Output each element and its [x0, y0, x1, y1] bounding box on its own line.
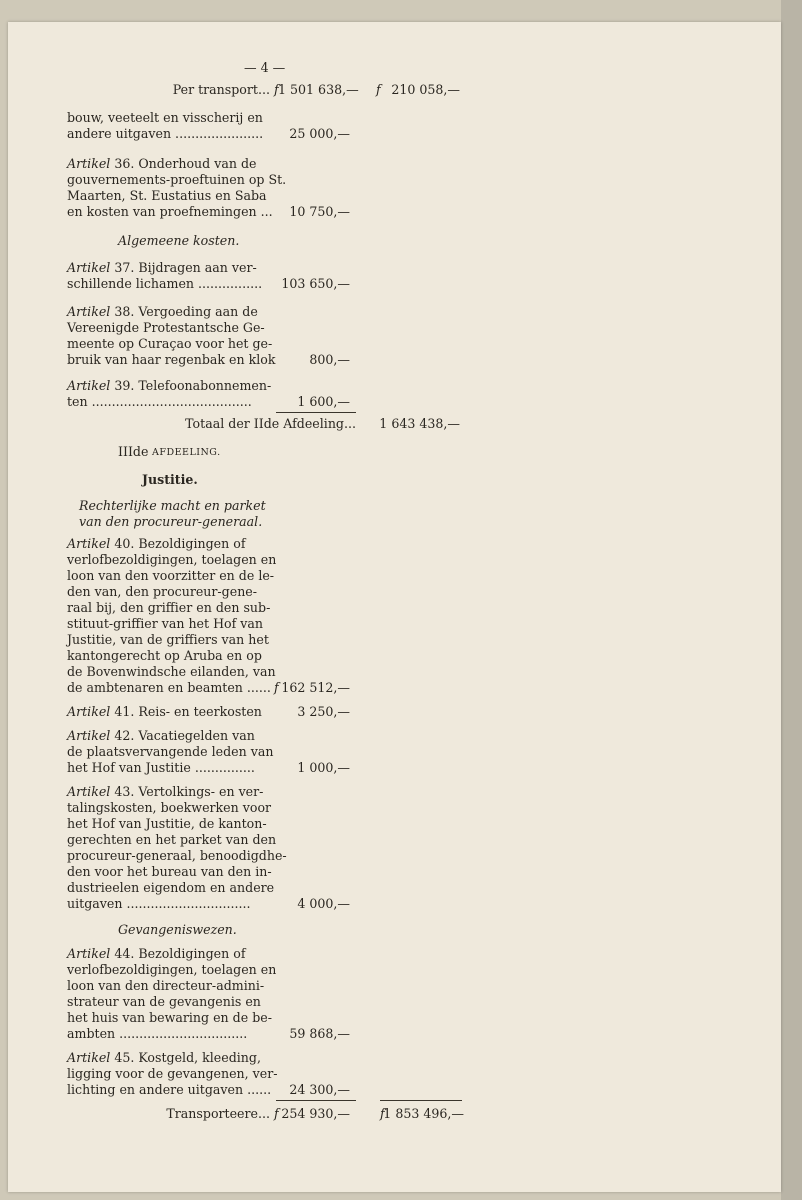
- item-line: Artikel 40. Bezoldigingen of: [67, 536, 246, 551]
- item-line: stituut-griffier van het Hof van: [67, 616, 264, 631]
- item-line: gerechten en het parket van den: [67, 832, 277, 847]
- item-line: verlofbezoldigingen, toelagen en: [67, 552, 277, 567]
- section-number: IIIde: [118, 444, 149, 459]
- transport-label: Per transport...: [172, 82, 270, 97]
- item-line: het Hof van Justitie ...............: [67, 760, 255, 775]
- page-number: — 4 —: [244, 60, 286, 75]
- item-amount: 800,—: [309, 352, 350, 367]
- item-line: Artikel 39. Telefoonabonnemen-: [67, 378, 272, 393]
- total-amount: 1 643 438,—: [379, 416, 460, 431]
- item-line: Justitie, van de griffiers van het: [67, 632, 269, 647]
- item-line: ligging voor de gevangenen, ver-: [67, 1066, 278, 1081]
- item-amount: 103 650,—: [281, 276, 350, 291]
- item-line: en kosten van proefnemingen ...: [67, 204, 273, 219]
- transport-end-currency-1: f: [274, 1106, 279, 1121]
- section-subtitle: Justitie.: [142, 472, 198, 487]
- sum-rule: [380, 1100, 462, 1101]
- subheading-gevangeniswezen: Gevangeniswezen.: [118, 922, 237, 937]
- subheading-algemeene-kosten: Algemeene kosten.: [118, 233, 240, 248]
- item-line: Vereenigde Protestantsche Ge-: [67, 320, 265, 335]
- item-line: ten ........................................: [67, 394, 252, 409]
- item-line: Artikel 42. Vacatiegelden van: [67, 728, 255, 743]
- document-page: [8, 22, 781, 1192]
- item-amount: 24 300,—: [289, 1082, 350, 1097]
- subheading-line: van den procureur-generaal.: [79, 514, 263, 529]
- item-line: de ambtenaren en beamten ......: [67, 680, 271, 695]
- transport-end-label: Transporteere...: [166, 1106, 270, 1121]
- item-line: strateur van de gevangenis en: [67, 994, 261, 1009]
- subheading-line: Rechterlijke macht en parket: [79, 498, 266, 513]
- item-line: lichting en andere uitgaven ......: [67, 1082, 272, 1097]
- item-line: het huis van bewaring en de be-: [67, 1010, 272, 1025]
- item-line: raal bij, den griffier en den sub-: [67, 600, 271, 615]
- transport-amount-1: 1 501 638,—: [278, 82, 359, 97]
- transport-currency-2: f: [376, 82, 381, 97]
- item-line: Artikel 41. Reis- en teerkosten: [67, 704, 262, 719]
- item-line: Maarten, St. Eustatius en Saba: [67, 188, 267, 203]
- item-line: dustrieelen eigendom en andere: [67, 880, 275, 895]
- item-line: Artikel 36. Onderhoud van de: [67, 156, 257, 171]
- scanner-edge: [781, 0, 802, 1200]
- item-line: het Hof van Justitie, de kanton-: [67, 816, 267, 831]
- item-amount: 4 000,—: [297, 896, 350, 911]
- section-title: AFDEELING.: [152, 447, 221, 458]
- item-line: den van, den procureur-gene-: [67, 584, 258, 599]
- transport-end-amount-1: 254 930,—: [281, 1106, 350, 1121]
- item-line: ambten ................................: [67, 1026, 248, 1041]
- item-amount: 3 250,—: [297, 704, 350, 719]
- item-line: gouvernements-proeftuinen op St.: [67, 172, 287, 187]
- item-amount: 59 868,—: [289, 1026, 350, 1041]
- item-line: procureur-generaal, benoodigdhe-: [67, 848, 287, 863]
- item-line: de plaatsvervangende leden van: [67, 744, 274, 759]
- item-line: schillende lichamen ................: [67, 276, 263, 291]
- sum-rule: [276, 1100, 356, 1101]
- item-line: kantongerecht op Aruba en op: [67, 648, 262, 663]
- item-line: andere uitgaven ......................: [67, 126, 264, 141]
- total-label: Totaal der IIde Afdeeling...: [185, 416, 356, 431]
- item-amount: 1 600,—: [297, 394, 350, 409]
- item-amount: 162 512,—: [281, 680, 350, 695]
- item-amount: 25 000,—: [289, 126, 350, 141]
- item-line: Artikel 43. Vertolkings- en ver-: [67, 784, 264, 799]
- transport-amount-2: 210 058,—: [391, 82, 460, 97]
- item-line: verlofbezoldigingen, toelagen en: [67, 962, 277, 977]
- show-through-texture: [428, 112, 778, 1112]
- item-amount: 1 000,—: [297, 760, 350, 775]
- item-amount: 10 750,—: [289, 204, 350, 219]
- item-line: loon van den voorzitter en de le-: [67, 568, 275, 583]
- sum-rule: [276, 412, 356, 413]
- item-line: de Bovenwindsche eilanden, van: [67, 664, 276, 679]
- item-line: Artikel 37. Bijdragen aan ver-: [67, 260, 257, 275]
- item-currency: f: [274, 680, 279, 695]
- transport-currency-1: f: [274, 82, 279, 97]
- item-line: uitgaven ...............................: [67, 896, 251, 911]
- transport-end-currency-2: f: [380, 1106, 385, 1121]
- item-line: meente op Curaçao voor het ge-: [67, 336, 273, 351]
- item-line: talingskosten, boekwerken voor: [67, 800, 272, 815]
- item-line: bouw, veeteelt en visscherij en: [67, 110, 263, 125]
- item-line: Artikel 45. Kostgeld, kleeding,: [67, 1050, 261, 1065]
- transport-end-amount-2: 1 853 496,—: [383, 1106, 464, 1121]
- item-line: Artikel 44. Bezoldigingen of: [67, 946, 246, 961]
- item-line: loon van den directeur-admini-: [67, 978, 265, 993]
- item-line: Artikel 38. Vergoeding aan de: [67, 304, 258, 319]
- item-line: bruik van haar regenbak en klok: [67, 352, 276, 367]
- item-line: den voor het bureau van den in-: [67, 864, 272, 879]
